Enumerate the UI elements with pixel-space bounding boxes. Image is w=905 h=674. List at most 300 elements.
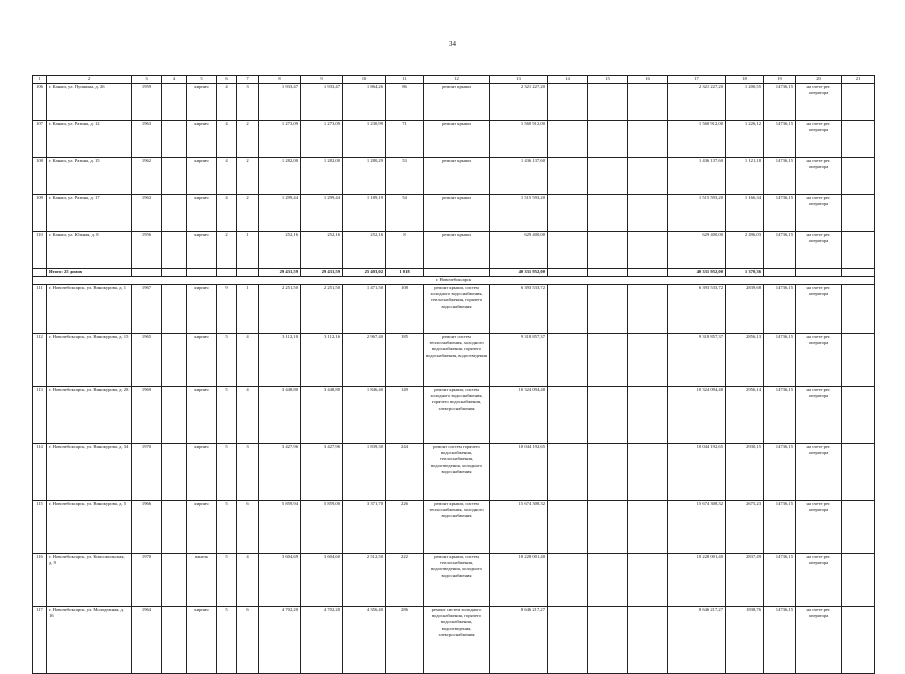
table-cell: 2856,13 (726, 334, 764, 387)
page-number: 34 (449, 40, 456, 48)
col-number: 16 (628, 76, 668, 84)
table-cell: 112 (33, 334, 47, 387)
col-number: 7 (237, 76, 259, 84)
table-cell: 9 (217, 285, 237, 334)
table-cell: г. Новочебоксарск, ул. Винокурова, д. 34 (47, 444, 132, 501)
table-cell: 1967 (132, 285, 162, 334)
table-cell: кирпич (187, 444, 217, 501)
table-cell: 14736,15 (764, 554, 796, 607)
table-cell: 1956 (132, 232, 162, 269)
table-cell (842, 501, 875, 554)
table-cell: 5 (217, 444, 237, 501)
table-cell (588, 387, 628, 444)
table-cell: 2839,68 (726, 285, 764, 334)
table-cell: 2 512,50 (343, 554, 386, 607)
table-cell: 3 112,16 (301, 334, 343, 387)
table-cell: 1 282,00 (259, 158, 301, 195)
table-row (33, 334, 875, 387)
table-cell: 5 (217, 501, 237, 554)
table-cell: 3 371,70 (343, 501, 386, 554)
table-cell: 1 299,44 (301, 195, 343, 232)
table-cell: 5 (217, 334, 237, 387)
table-cell: 4 702,20 (259, 607, 301, 674)
table-cell (548, 195, 588, 232)
table-row (33, 285, 875, 334)
table-cell: 108 (386, 285, 424, 334)
table-cell: 252,16 (301, 232, 343, 269)
table-cell (628, 501, 668, 554)
table-cell: 149 (386, 387, 424, 444)
table-cell: 1 839,30 (343, 444, 386, 501)
table-cell: кирпич (187, 121, 217, 158)
table-cell: 111 (33, 285, 47, 334)
table-cell: кирпич (187, 195, 217, 232)
total-cell: 29 431,59 (259, 269, 301, 277)
table-cell: 15 674 308,32 (490, 501, 548, 554)
table-cell (842, 607, 875, 674)
table-cell: 71 (386, 121, 424, 158)
table-cell: 1966 (132, 501, 162, 554)
total-cell (162, 269, 187, 277)
table-cell (842, 232, 875, 269)
col-number: 18 (726, 76, 764, 84)
table-cell: г. Новочебоксарск, ул. Винокурова, д. 1 (47, 285, 132, 334)
table-cell (588, 158, 628, 195)
total-cell: 40 331 952,00 (668, 269, 726, 277)
table-cell: 1 282,00 (301, 158, 343, 195)
table-cell (842, 158, 875, 195)
total-cell (187, 269, 217, 277)
table-row (33, 607, 875, 674)
table-cell: 1 560 912,00 (668, 121, 726, 158)
table-cell: 222 (386, 554, 424, 607)
table-cell: 3 (237, 84, 259, 121)
table-cell: 1 846,40 (343, 387, 386, 444)
table-cell: 2 (237, 195, 259, 232)
table-cell: 2 (237, 121, 259, 158)
table-cell (628, 554, 668, 607)
table-cell: г. Новочебоксарск, ул. Молодежная, д. 16 (47, 607, 132, 674)
table-row (33, 158, 875, 195)
table-cell: кирпич (187, 334, 217, 387)
table-cell: 252,16 (343, 232, 386, 269)
table-row (33, 84, 875, 121)
total-cell (796, 269, 842, 277)
table-cell: ремонт крыши, систем теплоснабжения, холодного водоснабжения (424, 501, 490, 554)
table-cell (588, 232, 628, 269)
table-cell (162, 387, 187, 444)
table-cell: 1969 (132, 387, 162, 444)
table-cell: г. Канаш, ул. Разина, д. 12 (47, 121, 132, 158)
table-cell (588, 121, 628, 158)
total-cell (764, 269, 796, 277)
total-cell: 25 403,02 (343, 269, 386, 277)
table-cell: 5 859,00 (301, 501, 343, 554)
table-cell: г. Новочебоксарск, ул. Винокурова, д. 5 (47, 501, 132, 554)
table-cell: 10 228 001,40 (490, 554, 548, 607)
table-cell: ремонт систем горячего водоснабжения, теплоснабжения, водоотведения, холодного водоснабжения (424, 444, 490, 501)
table-cell: 1838,76 (726, 607, 764, 674)
table-cell: 6 393 533,72 (668, 285, 726, 334)
table-row (33, 121, 875, 158)
table-cell (628, 232, 668, 269)
table-cell (628, 285, 668, 334)
table-cell (548, 232, 588, 269)
table-cell (588, 84, 628, 121)
table-cell: панель (187, 554, 217, 607)
table-cell: на счете рег. оператора (796, 387, 842, 444)
table-cell: ремонт систем холодного водоснабжения, горячего водоснабжения, водоотведения, электроснабжения (424, 607, 490, 674)
table-cell (548, 285, 588, 334)
table-cell: 1962 (132, 158, 162, 195)
table-cell: 4 (237, 387, 259, 444)
table-cell: 9 318 857,37 (490, 334, 548, 387)
table-cell: 3 604,69 (259, 554, 301, 607)
table-cell: кирпич (187, 607, 217, 674)
table-cell: на счете рег. оператора (796, 334, 842, 387)
table-cell (842, 195, 875, 232)
table-cell: г. Канаш, ул. Разина, д. 17 (47, 195, 132, 232)
table-cell: 14736,15 (764, 232, 796, 269)
table-cell: 5 (217, 554, 237, 607)
total-cell (842, 269, 875, 277)
table-cell: 1963 (132, 195, 162, 232)
total-cell: 1 018 (386, 269, 424, 277)
table-cell: 4 356,40 (343, 607, 386, 674)
table-cell: 1 226,12 (726, 121, 764, 158)
table-cell: 114 (33, 444, 47, 501)
table-cell: 10 044 192,65 (668, 444, 726, 501)
table-cell: 110 (33, 232, 47, 269)
table-cell: 14736,15 (764, 501, 796, 554)
table-cell: г. Канаш, ул. Разина, д. 15 (47, 158, 132, 195)
city-heading-row (33, 277, 875, 285)
table-cell: 1965 (132, 334, 162, 387)
table-cell: ремонт крыши, систем теплоснабжения, водоотведения, холодного водоснабжения (424, 554, 490, 607)
table-cell (588, 334, 628, 387)
table-cell: 1963 (132, 121, 162, 158)
total-cell (588, 269, 628, 277)
table-cell: на счете рег. оператора (796, 285, 842, 334)
table-cell: 1 273,09 (301, 121, 343, 158)
city-heading: г. Новочебоксарск (33, 277, 875, 285)
table-cell: 5 859,94 (259, 501, 301, 554)
table-cell: кирпич (187, 387, 217, 444)
table-cell: 14736,15 (764, 387, 796, 444)
table-cell (842, 444, 875, 501)
col-number: 6 (217, 76, 237, 84)
table-cell: 2837,49 (726, 554, 764, 607)
table-cell: 2956,14 (726, 387, 764, 444)
table-cell (842, 285, 875, 334)
total-cell: 40 331 952,00 (490, 269, 548, 277)
table-cell: 53 (386, 158, 424, 195)
table-cell: 629 400,00 (490, 232, 548, 269)
table-cell: 6 (237, 607, 259, 674)
table-cell (162, 285, 187, 334)
table-cell: 1 933,47 (301, 84, 343, 121)
table-cell: 14736,15 (764, 84, 796, 121)
table-cell (628, 195, 668, 232)
table-cell: 1 166,34 (726, 195, 764, 232)
table-cell: ремонт крыши (424, 195, 490, 232)
col-number: 19 (764, 76, 796, 84)
table-cell: 10 044 192,65 (490, 444, 548, 501)
total-cell (548, 269, 588, 277)
table-cell (628, 607, 668, 674)
table-cell: 4 (217, 158, 237, 195)
table-cell: 252,16 (259, 232, 301, 269)
table-cell: ремонт крыши (424, 232, 490, 269)
col-number: 9 (301, 76, 343, 84)
table-cell: на счете рег. оператора (796, 554, 842, 607)
table-cell (548, 121, 588, 158)
table-cell (842, 554, 875, 607)
table-cell (628, 121, 668, 158)
table-cell: г. Канаш, ул. Южная, д. 8 (47, 232, 132, 269)
table-cell: 3 448,80 (301, 387, 343, 444)
table-cell: 1959 (132, 84, 162, 121)
table-cell: 1 280,29 (343, 158, 386, 195)
table-cell (842, 334, 875, 387)
table-cell: 1964 (132, 607, 162, 674)
table-cell: 109 (33, 195, 47, 232)
table-cell (162, 121, 187, 158)
table-cell (162, 158, 187, 195)
table-cell: 8 (386, 232, 424, 269)
table-row (33, 501, 875, 554)
table-cell (588, 607, 628, 674)
col-number: 14 (548, 76, 588, 84)
table-cell: 1 (237, 285, 259, 334)
table-cell: на счете рег. оператора (796, 195, 842, 232)
table-cell: 3 427,96 (259, 444, 301, 501)
table-cell: 4 (217, 84, 237, 121)
table-cell (548, 158, 588, 195)
table-cell: 14736,15 (764, 334, 796, 387)
table-cell: 286 (386, 607, 424, 674)
table-row (33, 554, 875, 607)
table-cell: 244 (386, 444, 424, 501)
table-cell: 8 646 217,27 (490, 607, 548, 674)
col-number: 3 (132, 76, 162, 84)
table-cell: 8 646 217,27 (668, 607, 726, 674)
table-row (33, 195, 875, 232)
table-cell: 2930,15 (726, 444, 764, 501)
table-cell: 108 (33, 158, 47, 195)
table-cell: 1 230,99 (343, 121, 386, 158)
table-cell (628, 84, 668, 121)
table-cell: 1 471,50 (343, 285, 386, 334)
table-cell: 3 448,80 (259, 387, 301, 444)
col-number: 21 (842, 76, 875, 84)
total-row (33, 269, 875, 277)
table-cell (162, 607, 187, 674)
table-cell: 2 (237, 158, 259, 195)
table-cell: 86 (386, 84, 424, 121)
col-number: 20 (796, 76, 842, 84)
total-cell: Итого: 25 домов (47, 269, 132, 277)
table-cell: 113 (33, 387, 47, 444)
table-cell: ремонт крыши (424, 84, 490, 121)
table-cell: ремонт крыши (424, 158, 490, 195)
col-number: 17 (668, 76, 726, 84)
table-cell: 4 (217, 195, 237, 232)
table-cell: 1 200,55 (726, 84, 764, 121)
table-cell: ремонт систем теплоснабжения, холодного водоснабжения, горячего водоснабжения, водоотведения (424, 334, 490, 387)
table-cell: 2 321 227,20 (668, 84, 726, 121)
table-cell (548, 387, 588, 444)
total-cell: 1 370,36 (726, 269, 764, 277)
table-cell (628, 334, 668, 387)
table-cell (548, 444, 588, 501)
table-cell (588, 554, 628, 607)
total-cell (217, 269, 237, 277)
table-cell: 185 (386, 334, 424, 387)
table-cell: ремонт крыши, систем холодного водоснабжения, теплоснабжения, горячего водоснабжения (424, 285, 490, 334)
table-cell: кирпич (187, 232, 217, 269)
table-cell (842, 84, 875, 121)
table-cell: 14736,15 (764, 607, 796, 674)
table-cell: 5 (217, 607, 237, 674)
table-cell: 14736,15 (764, 121, 796, 158)
table-cell (588, 285, 628, 334)
table-cell: ремонт крыши, систем холодного водоснабжения, горячего водоснабжения, электроснабжения (424, 387, 490, 444)
table-cell (548, 607, 588, 674)
col-number: 5 (187, 76, 217, 84)
col-number: 10 (343, 76, 386, 84)
table-cell: 1 (237, 232, 259, 269)
table-cell: 4 (237, 554, 259, 607)
table-cell: на счете рег. оператора (796, 158, 842, 195)
table-cell: 14736,15 (764, 444, 796, 501)
col-number: 8 (259, 76, 301, 84)
table-cell: 10 228 001,40 (668, 554, 726, 607)
table-cell (162, 232, 187, 269)
table-cell: на счете рег. оператора (796, 444, 842, 501)
table-cell: 1 121,18 (726, 158, 764, 195)
table-cell: 2 496,03 (726, 232, 764, 269)
table-cell (162, 501, 187, 554)
table-cell: 116 (33, 554, 47, 607)
table-cell: на счете рег. оператора (796, 84, 842, 121)
table-cell: 1 864,26 (343, 84, 386, 121)
table-cell: 3 112,10 (259, 334, 301, 387)
table-cell: 15 674 308,32 (668, 501, 726, 554)
col-number: 2 (47, 76, 132, 84)
table-cell: 1 515 593,20 (490, 195, 548, 232)
table-cell (162, 195, 187, 232)
table-cell (162, 334, 187, 387)
table-cell (842, 387, 875, 444)
table-cell: 1 273,09 (259, 121, 301, 158)
table-cell (588, 501, 628, 554)
table-cell: г. Новочебоксарск, ул. Комсомольская, д. 9 (47, 554, 132, 607)
table-cell: 14736,15 (764, 285, 796, 334)
table-cell: на счете рег. оператора (796, 607, 842, 674)
total-cell (33, 269, 47, 277)
table-cell (588, 195, 628, 232)
column-number-row (33, 76, 875, 84)
table-cell: 6 (237, 501, 259, 554)
total-cell (424, 269, 490, 277)
table-cell (588, 444, 628, 501)
table-cell: 1970 (132, 444, 162, 501)
table-cell (628, 158, 668, 195)
table-cell: кирпич (187, 158, 217, 195)
col-number: 1 (33, 76, 47, 84)
table-cell: 1 436 137,60 (668, 158, 726, 195)
table-cell: 5 (217, 387, 237, 444)
table-cell: кирпич (187, 84, 217, 121)
table-cell: на счете рег. оператора (796, 501, 842, 554)
table-cell (162, 84, 187, 121)
table-cell: 3 604,60 (301, 554, 343, 607)
table-cell: 4 (217, 121, 237, 158)
table-cell: 1970 (132, 554, 162, 607)
table-cell: 2 (217, 232, 237, 269)
repair-program-table (32, 75, 875, 674)
table-cell (548, 84, 588, 121)
table-cell: 10 324 094,48 (490, 387, 548, 444)
table-cell: 6 393 533,72 (490, 285, 548, 334)
table-cell (628, 444, 668, 501)
total-cell (237, 269, 259, 277)
table-cell: 2675,23 (726, 501, 764, 554)
total-cell: 29 431,59 (301, 269, 343, 277)
table-cell (628, 387, 668, 444)
table-row (33, 444, 875, 501)
table-row (33, 387, 875, 444)
col-number: 11 (386, 76, 424, 84)
table-cell: 226 (386, 501, 424, 554)
table-cell: г. Канаш, ул. Пушкина, д. 26 (47, 84, 132, 121)
table-cell: 117 (33, 607, 47, 674)
table-cell (548, 334, 588, 387)
table-cell: 1 560 912,00 (490, 121, 548, 158)
table-cell: 115 (33, 501, 47, 554)
col-number: 13 (490, 76, 548, 84)
col-number: 4 (162, 76, 187, 84)
table-cell: 4 (237, 334, 259, 387)
table-cell (548, 554, 588, 607)
table-cell: г. Новочебоксарск, ул. Винокурова, д. 15 (47, 334, 132, 387)
table-cell (842, 121, 875, 158)
table-cell: 2 251,50 (301, 285, 343, 334)
total-cell (132, 269, 162, 277)
table-cell: 9 318 857,37 (668, 334, 726, 387)
table-body (33, 76, 875, 674)
table-cell: 2 321 227,20 (490, 84, 548, 121)
table-cell: 54 (386, 195, 424, 232)
table-cell: г. Новочебоксарск, ул. Винокурова, д. 28 (47, 387, 132, 444)
table-cell: 1 299,44 (259, 195, 301, 232)
table-cell: 2 967,40 (343, 334, 386, 387)
table-cell: на счете рег. оператора (796, 121, 842, 158)
table-cell: 14736,15 (764, 195, 796, 232)
table-cell: 14736,15 (764, 158, 796, 195)
table-cell: 107 (33, 121, 47, 158)
table-cell: ремонт крыши (424, 121, 490, 158)
col-number: 15 (588, 76, 628, 84)
table-cell: 1 189,19 (343, 195, 386, 232)
table-row (33, 232, 875, 269)
table-cell: 3 427,96 (301, 444, 343, 501)
table-cell: 106 (33, 84, 47, 121)
table-cell: 629 400,00 (668, 232, 726, 269)
col-number: 12 (424, 76, 490, 84)
total-cell (628, 269, 668, 277)
